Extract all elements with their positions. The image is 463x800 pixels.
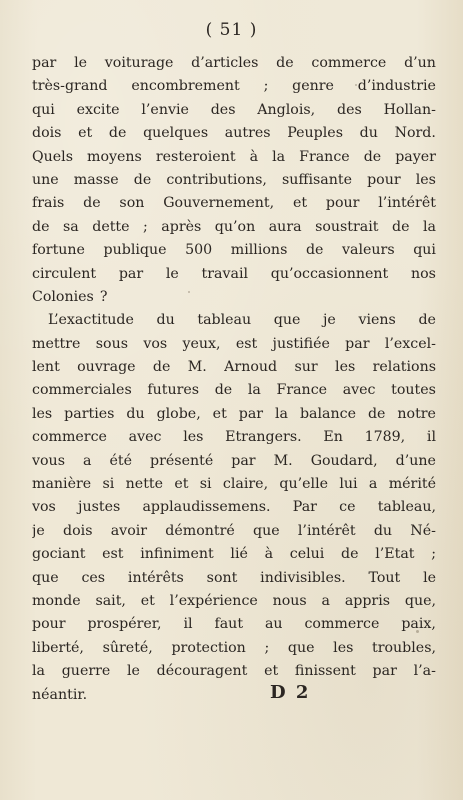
word: sous bbox=[95, 335, 128, 352]
word: sont bbox=[206, 569, 238, 586]
word: par bbox=[118, 265, 144, 282]
word: l’expérience bbox=[169, 592, 258, 609]
word: Tout bbox=[368, 569, 401, 586]
text-line bbox=[32, 216, 436, 239]
word: d’articles bbox=[191, 55, 259, 71]
text-line bbox=[32, 286, 436, 309]
word: payer bbox=[395, 148, 436, 165]
word: a bbox=[83, 452, 92, 469]
word: de bbox=[108, 125, 127, 142]
word: de bbox=[367, 405, 386, 422]
word: l’excel- bbox=[384, 335, 436, 352]
word: son bbox=[119, 195, 145, 212]
word: ? bbox=[99, 288, 108, 305]
word: il bbox=[426, 429, 436, 446]
text-line bbox=[32, 543, 436, 566]
word: vos bbox=[143, 335, 168, 352]
paper-speck bbox=[355, 84, 357, 86]
word: l’Etat bbox=[375, 546, 415, 563]
word: qu’occasionnent bbox=[270, 265, 389, 282]
text-line bbox=[32, 52, 436, 75]
word: lié bbox=[230, 546, 248, 563]
word: sur bbox=[294, 359, 318, 376]
word: Né- bbox=[410, 522, 436, 539]
word: de bbox=[83, 195, 101, 212]
text-line bbox=[32, 660, 436, 683]
text-line bbox=[32, 520, 436, 543]
word: a bbox=[321, 592, 330, 609]
word: ce bbox=[339, 499, 356, 516]
word: France bbox=[299, 148, 350, 165]
word: de bbox=[418, 312, 436, 329]
word: valeurs bbox=[342, 242, 395, 259]
signature-mark: D 2 bbox=[270, 682, 311, 703]
word: d’industrie bbox=[357, 78, 436, 95]
word: faut bbox=[214, 616, 244, 633]
text-line bbox=[32, 684, 436, 707]
word: l’intérêt bbox=[297, 522, 356, 539]
word: relations bbox=[372, 359, 436, 376]
word: avoir bbox=[110, 522, 148, 539]
word: infiniment bbox=[140, 546, 214, 563]
word: indivisibles. bbox=[260, 569, 346, 586]
word: Nord. bbox=[394, 125, 436, 142]
word: si bbox=[102, 476, 115, 493]
word: commerciales bbox=[32, 382, 132, 399]
word: mettre bbox=[32, 335, 81, 352]
word: dois bbox=[32, 125, 62, 142]
word: l’a- bbox=[413, 663, 436, 680]
page-number: ( 51 ) bbox=[205, 20, 258, 40]
word: nette bbox=[125, 476, 163, 493]
word: L’exactitude bbox=[48, 312, 134, 329]
word: par bbox=[372, 663, 397, 680]
word: justes bbox=[78, 499, 121, 516]
word: autres bbox=[224, 125, 271, 142]
text-line bbox=[32, 309, 436, 332]
word: et bbox=[264, 663, 279, 680]
word: que bbox=[273, 312, 301, 329]
word: moyens bbox=[87, 148, 142, 165]
paper-speck bbox=[188, 291, 190, 293]
word: il bbox=[183, 616, 193, 633]
word: manière bbox=[32, 476, 92, 493]
word: aura bbox=[268, 218, 302, 235]
word: commerce bbox=[32, 429, 107, 446]
word: avec bbox=[128, 429, 162, 446]
word: du bbox=[126, 405, 145, 422]
word: notre bbox=[397, 405, 436, 422]
word: les bbox=[183, 429, 204, 446]
paper-speck bbox=[416, 630, 419, 633]
word: démontré bbox=[165, 522, 235, 539]
word: lent bbox=[32, 359, 60, 376]
word: resteroient bbox=[155, 148, 236, 165]
word: M. bbox=[187, 359, 207, 376]
word: des bbox=[210, 101, 236, 118]
word: au bbox=[264, 616, 283, 633]
word: de bbox=[305, 242, 324, 259]
word: lui bbox=[339, 476, 358, 493]
word: Etrangers. bbox=[225, 429, 302, 446]
text-line bbox=[32, 192, 436, 215]
word: commerce bbox=[304, 616, 380, 633]
word: masse bbox=[73, 171, 119, 188]
word: excite bbox=[76, 101, 120, 118]
word: appris bbox=[344, 592, 391, 609]
word: Gouvernement, bbox=[163, 195, 275, 212]
word: dette bbox=[92, 218, 130, 235]
word: 1789, bbox=[364, 429, 406, 446]
word: commerce bbox=[311, 55, 387, 71]
word: troubles, bbox=[372, 639, 436, 656]
word: voiturage bbox=[104, 55, 174, 71]
text-line bbox=[32, 496, 436, 519]
word: d’un bbox=[404, 55, 436, 71]
word: été bbox=[109, 452, 133, 469]
text-line bbox=[32, 567, 436, 590]
word: sa bbox=[62, 218, 79, 235]
text-line bbox=[32, 169, 436, 192]
text-line bbox=[32, 450, 436, 473]
word: avec bbox=[342, 382, 376, 399]
word: très-grand bbox=[32, 78, 108, 95]
word: la bbox=[272, 148, 286, 165]
word: fortune bbox=[32, 242, 85, 259]
word: mérité bbox=[388, 476, 436, 493]
word: que bbox=[253, 522, 280, 539]
word: claire, bbox=[222, 476, 269, 493]
word: encombrement bbox=[131, 78, 240, 95]
word: prospérer, bbox=[87, 616, 162, 633]
text-line bbox=[32, 333, 436, 356]
word: Par bbox=[292, 499, 317, 516]
text-line bbox=[32, 122, 436, 145]
word: genre bbox=[292, 78, 334, 95]
word: intérêts bbox=[127, 569, 184, 586]
word: de bbox=[152, 359, 171, 376]
word: ; bbox=[263, 78, 269, 95]
text-line bbox=[32, 613, 436, 636]
word: et bbox=[78, 125, 93, 142]
word: je bbox=[32, 522, 45, 539]
word: yeux, bbox=[182, 335, 221, 352]
word: tableau, bbox=[377, 499, 436, 516]
text-line bbox=[32, 263, 436, 286]
word: je bbox=[323, 312, 336, 329]
word: balance bbox=[299, 405, 356, 422]
word: présenté bbox=[150, 452, 214, 469]
word: est bbox=[102, 546, 124, 563]
word: les bbox=[32, 405, 53, 422]
text-line bbox=[32, 403, 436, 426]
word: découragent bbox=[156, 663, 248, 680]
word: ; bbox=[143, 218, 148, 235]
word: néantir. bbox=[32, 686, 88, 703]
text-line bbox=[32, 637, 436, 660]
word: est bbox=[235, 335, 258, 352]
word: millions bbox=[230, 242, 288, 259]
word: toutes bbox=[391, 382, 436, 399]
word: qui bbox=[413, 242, 436, 259]
word: Goudard, bbox=[310, 452, 378, 469]
word: à bbox=[264, 546, 274, 563]
word: Quels bbox=[32, 148, 73, 165]
body-text bbox=[32, 52, 436, 707]
word: de bbox=[214, 382, 233, 399]
word: sait, bbox=[95, 592, 126, 609]
word: les bbox=[335, 359, 356, 376]
word: ouvrage bbox=[77, 359, 136, 376]
word: la bbox=[275, 405, 289, 422]
word: protection bbox=[171, 639, 246, 656]
word: les bbox=[333, 639, 354, 656]
word: l’envie bbox=[141, 101, 189, 118]
word: France bbox=[276, 382, 328, 399]
word: finissent bbox=[294, 663, 356, 680]
word: guerre bbox=[61, 663, 111, 680]
word: globe, bbox=[156, 405, 201, 422]
word: vous bbox=[32, 452, 65, 469]
word: justifiée bbox=[272, 335, 330, 352]
word: qui bbox=[32, 101, 55, 118]
word: l’intérêt bbox=[378, 195, 436, 212]
word: Colonies bbox=[32, 288, 94, 305]
word: futures bbox=[147, 382, 200, 399]
word: qu’elle bbox=[279, 476, 329, 493]
word: soustrait bbox=[315, 218, 379, 235]
word: par bbox=[231, 452, 256, 469]
word: Hollan- bbox=[383, 101, 436, 118]
word: qu’on bbox=[214, 218, 256, 235]
text-line bbox=[32, 473, 436, 496]
word: la bbox=[422, 218, 436, 235]
word: et bbox=[174, 476, 189, 493]
word: gociant bbox=[32, 546, 86, 563]
word: à bbox=[249, 148, 259, 165]
word: le bbox=[165, 265, 179, 282]
word: par bbox=[345, 335, 370, 352]
word: circulent bbox=[32, 265, 97, 282]
word: liberté, bbox=[32, 639, 84, 656]
word: applaudissemens. bbox=[142, 499, 271, 516]
text-line bbox=[32, 379, 436, 402]
text-line bbox=[32, 99, 436, 122]
word: tableau bbox=[197, 312, 252, 329]
word: de bbox=[276, 55, 294, 71]
text-line bbox=[32, 426, 436, 449]
word: des bbox=[336, 101, 362, 118]
word: Anglois, bbox=[257, 101, 316, 118]
word: vos bbox=[32, 499, 56, 516]
word: suffisante bbox=[281, 171, 352, 188]
word: Arnoud bbox=[224, 359, 278, 376]
word: paix, bbox=[401, 616, 436, 633]
text-line bbox=[32, 590, 436, 613]
text-line bbox=[32, 146, 436, 169]
word: de bbox=[133, 171, 152, 188]
word: quelques bbox=[143, 125, 209, 142]
word: du bbox=[359, 125, 378, 142]
word: 500 bbox=[185, 242, 213, 259]
word: En bbox=[323, 429, 343, 446]
word: le bbox=[127, 663, 140, 680]
word: une bbox=[32, 171, 59, 188]
word: a bbox=[368, 476, 378, 493]
word: et bbox=[140, 592, 155, 609]
word: monde bbox=[32, 592, 81, 609]
word: parties bbox=[64, 405, 115, 422]
word: et bbox=[292, 195, 308, 212]
word: la bbox=[247, 382, 261, 399]
word: travail bbox=[201, 265, 249, 282]
text-line bbox=[32, 239, 436, 262]
word: par bbox=[238, 405, 264, 422]
word: celui bbox=[289, 546, 325, 563]
word: pour bbox=[32, 616, 66, 633]
word: du bbox=[156, 312, 175, 329]
word: les bbox=[415, 171, 436, 188]
word: ; bbox=[431, 546, 436, 563]
word: ces bbox=[81, 569, 106, 586]
word: que bbox=[287, 639, 315, 656]
word: que, bbox=[404, 592, 436, 609]
word: viens bbox=[358, 312, 396, 329]
word: pour bbox=[325, 195, 360, 212]
word: par bbox=[32, 55, 57, 71]
word: contributions, bbox=[166, 171, 267, 188]
word: de bbox=[341, 546, 359, 563]
text-line bbox=[32, 75, 436, 98]
word: M. bbox=[273, 452, 293, 469]
word: publique bbox=[103, 242, 167, 259]
word: la bbox=[32, 663, 45, 680]
word: dois bbox=[63, 522, 93, 539]
word: si bbox=[199, 476, 212, 493]
word: ; bbox=[264, 639, 270, 656]
word: de bbox=[363, 148, 382, 165]
word: pour bbox=[367, 171, 401, 188]
word: de bbox=[391, 218, 410, 235]
word: après bbox=[161, 218, 202, 235]
word: du bbox=[373, 522, 393, 539]
word: frais bbox=[32, 195, 65, 212]
word: d’une bbox=[395, 452, 436, 469]
word: nous bbox=[272, 592, 307, 609]
text-line bbox=[32, 356, 436, 379]
word: nos bbox=[410, 265, 436, 282]
word: le bbox=[74, 55, 88, 71]
word: Peuples bbox=[287, 125, 343, 142]
word: le bbox=[423, 569, 436, 586]
word: sûreté, bbox=[102, 639, 153, 656]
word: de bbox=[32, 218, 50, 235]
word: et bbox=[212, 405, 227, 422]
word: que bbox=[32, 569, 59, 586]
